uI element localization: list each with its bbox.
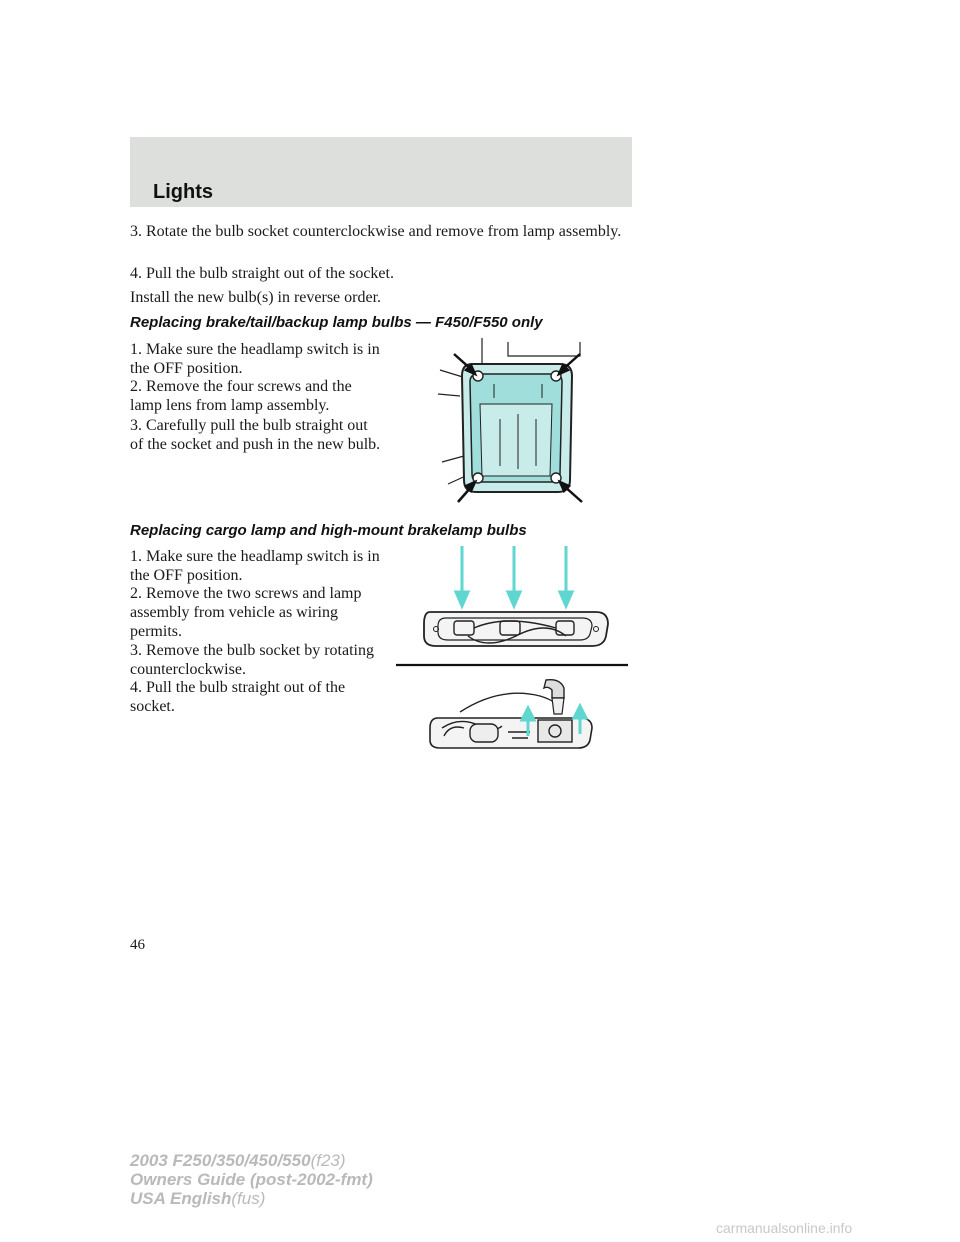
footer-model-code: (f23) xyxy=(310,1151,346,1170)
footer-guide: Owners Guide (post-2002-fmt) xyxy=(130,1170,373,1189)
cargo-lamp-heading: Replacing cargo lamp and high-mount brakelamp bulbs xyxy=(130,522,527,539)
footer-language-line xyxy=(130,1189,373,1208)
step-rotate-socket: 3. Rotate the bulb socket counterclockwise and remove from lamp assembly. xyxy=(130,223,622,240)
page-number: 46 xyxy=(130,937,145,953)
footer-language-code: (fus) xyxy=(231,1189,266,1208)
brake-step-2: 2. Remove the four screws and the lamp lens from lamp assembly. xyxy=(130,378,352,414)
footer-model-line xyxy=(130,1151,373,1170)
cargo-step-1: 1. Make sure the headlamp switch is in the OFF position. xyxy=(130,548,380,584)
document-footer xyxy=(130,1151,373,1208)
footer-model: 2003 F250/350/450/550 xyxy=(130,1151,311,1170)
watermark: carmanualsonline.info xyxy=(716,1220,853,1236)
brake-lamp-illustration xyxy=(420,334,600,514)
step-install-new: Install the new bulb(s) in reverse order. xyxy=(130,289,382,306)
bulb-socket-illustration xyxy=(420,676,600,756)
cargo-step-4: 4. Pull the bulb straight out of the socket. xyxy=(130,679,346,715)
brake-lamp-heading: Replacing brake/tail/backup lamp bulbs — F450/F550 only xyxy=(130,314,543,331)
footer-guide-line xyxy=(130,1170,373,1189)
section-header-band xyxy=(130,137,632,207)
footer-language: USA English xyxy=(130,1189,232,1208)
cargo-lamp-illustration xyxy=(396,540,632,670)
step-pull-bulb: 4. Pull the bulb straight out of the socket. xyxy=(130,265,394,282)
brake-step-3: 3. Carefully pull the bulb straight out of the socket and push in the new bulb. xyxy=(130,417,381,453)
brake-step-1: 1. Make sure the headlamp switch is in the OFF position. xyxy=(130,341,380,377)
cargo-step-3: 3. Remove the bulb socket by rotating counterclockwise. xyxy=(130,642,374,678)
cargo-step-2: 2. Remove the two screws and lamp assembly from vehicle as wiring permits. xyxy=(130,585,362,640)
section-title: Lights xyxy=(153,181,213,203)
